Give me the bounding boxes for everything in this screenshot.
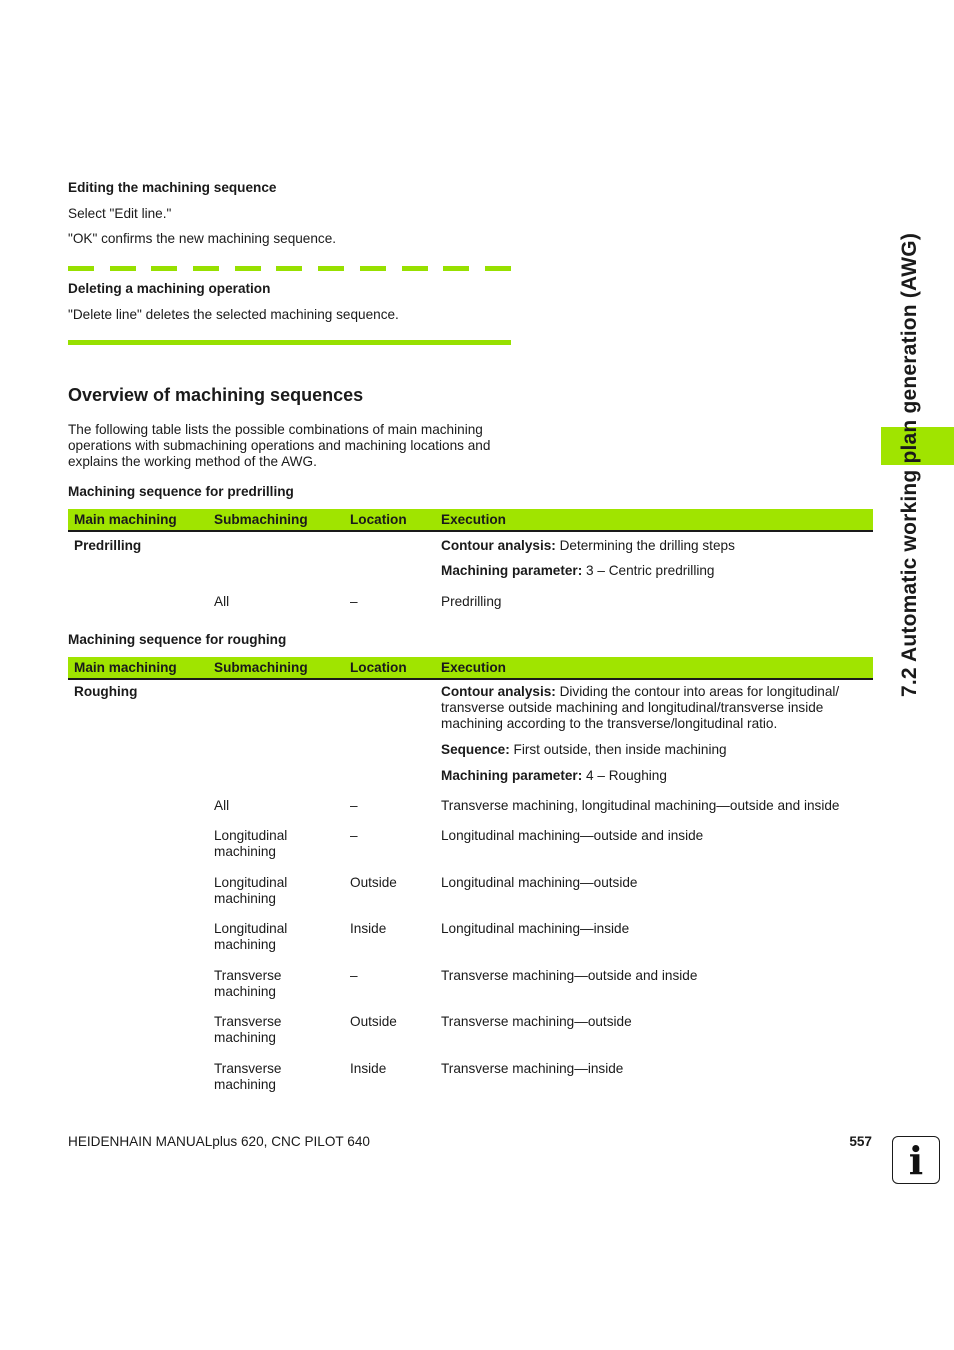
table-row bbox=[68, 554, 873, 579]
location-cell: – bbox=[350, 828, 358, 843]
submachining-cell: Transverse machining bbox=[214, 1014, 282, 1045]
deleting-step-1: "Delete line" deletes the selected machining sequence. bbox=[68, 307, 399, 322]
table-row bbox=[68, 1000, 873, 1046]
location-cell: Outside bbox=[350, 875, 397, 890]
col-execution: Execution bbox=[435, 657, 873, 679]
solid-separator bbox=[68, 340, 511, 345]
contour-label: Contour analysis: bbox=[441, 684, 556, 699]
table-header-row bbox=[68, 509, 873, 531]
main-machining-cell: Roughing bbox=[74, 684, 138, 699]
editing-step-1: Select "Edit line." bbox=[68, 206, 172, 221]
sequence-text: First outside, then inside machining bbox=[509, 742, 727, 757]
predrilling-heading: Machining sequence for predrilling bbox=[68, 484, 294, 499]
submachining-cell: Transverse machining bbox=[214, 968, 282, 999]
roughing-heading: Machining sequence for roughing bbox=[68, 632, 287, 647]
info-icon: i bbox=[892, 1136, 940, 1184]
execution-cell: Predrilling bbox=[441, 594, 502, 609]
roughing-table bbox=[68, 657, 873, 1093]
execution-cell: Transverse machining—outside bbox=[441, 1014, 632, 1029]
execution-cell: Transverse machining, longitudinal machining—outside and inside bbox=[441, 798, 840, 813]
submachining-cell: Longitudinal machining bbox=[214, 921, 288, 952]
table-row bbox=[68, 579, 873, 610]
submachining-cell: All bbox=[214, 594, 230, 609]
col-submachining: Submachining bbox=[208, 657, 344, 679]
execution-cell bbox=[435, 554, 873, 579]
execution-cell: Longitudinal machining—outside bbox=[441, 875, 638, 890]
execution-cell bbox=[435, 758, 873, 784]
col-submachining: Submachining bbox=[208, 509, 344, 531]
predrilling-table bbox=[68, 509, 873, 610]
location-cell: Inside bbox=[350, 1061, 387, 1076]
table-row bbox=[68, 1046, 873, 1093]
contour-label: Contour analysis: bbox=[441, 538, 556, 553]
intro-paragraph: The following table lists the possible combinations of main machining operations with submachining operations and machining locations and explains the working method of the AWG. bbox=[68, 422, 491, 469]
main-machining-cell: Predrilling bbox=[74, 538, 142, 553]
table-row bbox=[68, 907, 873, 953]
execution-cell: Transverse machining—outside and inside bbox=[441, 968, 698, 983]
contour-text: Dividing the contour into areas for longitudinal/ transverse outside machining and longitudinal/transverse inside machining according to the transverse/longitudinal ratio. bbox=[441, 684, 840, 731]
col-main-machining: Main machining bbox=[68, 657, 208, 679]
execution-cell: Longitudinal machining—inside bbox=[441, 921, 630, 936]
col-main-machining: Main machining bbox=[68, 509, 208, 531]
col-location: Location bbox=[344, 509, 435, 531]
table-row bbox=[68, 679, 873, 732]
execution-cell bbox=[435, 679, 873, 732]
table-row bbox=[68, 953, 873, 1000]
dashed-separator bbox=[68, 266, 511, 271]
location-cell: – bbox=[350, 968, 358, 983]
editing-step-2: "OK" confirms the new machining sequence. bbox=[68, 231, 337, 246]
editing-heading: Editing the machining sequence bbox=[68, 180, 277, 195]
table-row bbox=[68, 860, 873, 907]
execution-cell: Longitudinal machining—outside and inside bbox=[441, 828, 704, 843]
submachining-cell: Transverse machining bbox=[214, 1061, 282, 1092]
param-text: 3 – Centric predrilling bbox=[582, 563, 715, 578]
location-cell: Outside bbox=[350, 1014, 397, 1029]
param-label: Machining parameter: bbox=[441, 768, 583, 783]
section-title: Overview of machining sequences bbox=[68, 385, 364, 405]
param-text: 4 – Roughing bbox=[582, 768, 667, 783]
location-cell: – bbox=[350, 594, 358, 609]
execution-cell bbox=[435, 531, 873, 554]
location-cell: – bbox=[350, 798, 358, 813]
page-number: 557 bbox=[849, 1134, 872, 1149]
table-row bbox=[68, 531, 873, 554]
table-row bbox=[68, 732, 873, 758]
col-execution: Execution bbox=[435, 509, 873, 531]
contour-text: Determining the drilling steps bbox=[555, 538, 735, 553]
submachining-cell: All bbox=[214, 798, 230, 813]
table-header-row bbox=[68, 657, 873, 679]
execution-cell bbox=[435, 732, 873, 758]
deleting-heading: Deleting a machining operation bbox=[68, 281, 271, 296]
table-row bbox=[68, 784, 873, 814]
table-row bbox=[68, 814, 873, 860]
submachining-cell: Longitudinal machining bbox=[214, 828, 288, 859]
table-row bbox=[68, 758, 873, 784]
submachining-cell: Longitudinal machining bbox=[214, 875, 288, 906]
location-cell: Inside bbox=[350, 921, 387, 936]
execution-cell: Transverse machining—inside bbox=[441, 1061, 624, 1076]
col-location: Location bbox=[344, 657, 435, 679]
footer-product: HEIDENHAIN MANUALplus 620, CNC PILOT 640 bbox=[68, 1134, 370, 1149]
chapter-side-title-text: 7.2 Automatic working plan generation (AWG) bbox=[898, 232, 921, 698]
param-label: Machining parameter: bbox=[441, 563, 583, 578]
sequence-label: Sequence: bbox=[441, 742, 510, 757]
